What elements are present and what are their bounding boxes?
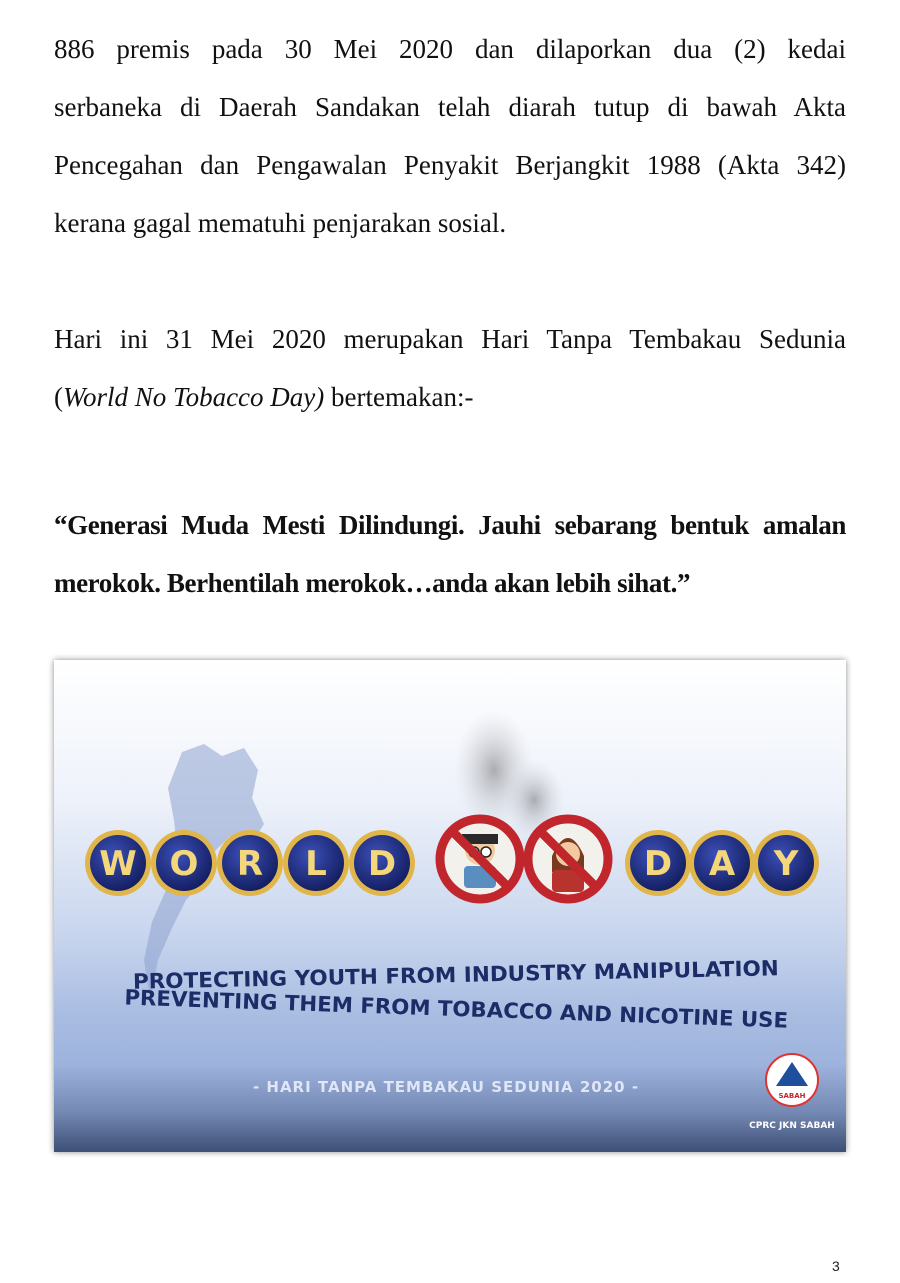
letter-tile-left-2 <box>217 830 283 896</box>
paragraph-2-line-1: Hari ini 31 Mei 2020 merupakan Hari Tanpa Tembakau Sedunia <box>54 324 846 354</box>
logo-mark: SABAH <box>778 1092 806 1100</box>
world-no-tobacco-day-italic: World No Tobacco Day) <box>63 382 325 412</box>
letter-tile-left-1-text: O <box>169 844 199 884</box>
paragraph-2-open-paren: ( <box>54 382 63 412</box>
cprc-logo <box>766 1054 818 1106</box>
letter-tile-left-2-text: R <box>236 844 264 884</box>
letter-tile-left-0-text: W <box>99 844 137 884</box>
letter-tile-right-1-text: A <box>708 844 736 884</box>
no-smoking-boy-icon <box>440 819 520 899</box>
paragraph-2-rest: bertemakan:- <box>324 382 474 412</box>
paragraph-2 <box>54 310 846 426</box>
letter-tile-right-0-text: D <box>643 844 673 884</box>
page-number: 3 <box>832 1258 840 1274</box>
paragraph-2-line-2 <box>54 368 846 426</box>
paragraph-1-line-3: Pencegahan dan Pengawalan Penyakit Berjangkit 1988 (Akta 342) <box>54 150 846 180</box>
theme-quote-line-1: “Generasi Muda Mesti Dilindungi. Jauhi sebarang bentuk amalan <box>54 510 846 540</box>
letter-tile-left-0 <box>85 830 151 896</box>
no-smoking-girl-icon <box>528 819 608 899</box>
paragraph-1-line-4: kerana gagal mematuhi penjarakan sosial. <box>54 208 507 238</box>
theme-quote <box>54 496 846 612</box>
slogan-line-1: PROTECTING YOUTH FROM INDUSTRY MANIPULATION <box>132 956 764 994</box>
letter-tile-right-2 <box>753 830 819 896</box>
letter-tile-right-0 <box>625 830 691 896</box>
letter-tile-left-4 <box>349 830 415 896</box>
letter-tile-right-1 <box>689 830 755 896</box>
letter-tile-left-1 <box>151 830 217 896</box>
letter-tile-right-2-text: Y <box>773 844 799 884</box>
letter-tile-left-3 <box>283 830 349 896</box>
paragraph-1 <box>54 20 846 252</box>
letter-tile-left-4-text: D <box>367 844 397 884</box>
slogan-line-2: PREVENTING THEM FROM TOBACCO AND NICOTINE USE <box>124 985 780 1033</box>
poster-artwork <box>54 660 846 1152</box>
paragraph-1-line-1: 886 premis pada 30 Mei 2020 dan dilaporkan dua (2) kedai <box>54 34 846 64</box>
letter-tile-left-3-text: L <box>305 844 327 884</box>
logo-caption: CPRC JKN SABAH <box>749 1121 835 1131</box>
world-no-tobacco-day-poster <box>54 660 846 1152</box>
poster-footer: - HARI TANPA TEMBAKAU SEDUNIA 2020 - <box>252 1078 640 1096</box>
paragraph-1-line-2: serbaneka di Daerah Sandakan telah diarah tutup di bawah Akta <box>54 92 846 122</box>
theme-quote-line-2: merokok. Berhentilah merokok…anda akan lebih sihat.” <box>54 568 691 598</box>
